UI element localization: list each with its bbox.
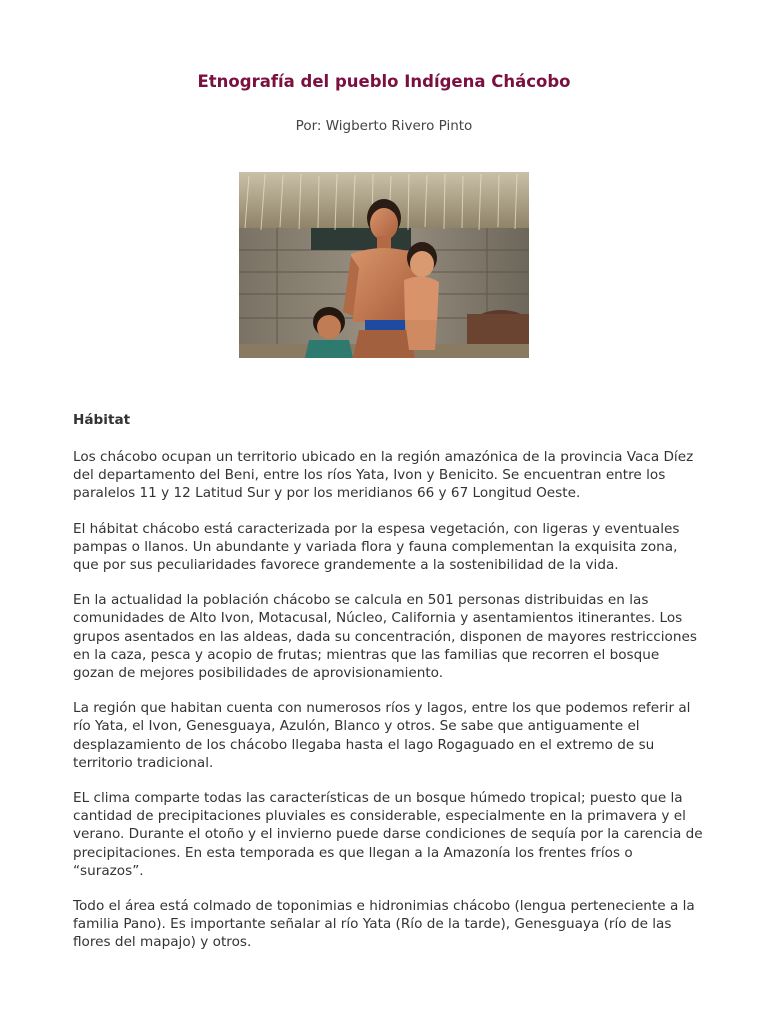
paragraph: EL clima comparte todas las características de un bosque húmedo tropical; puesto que la cantidad de precipitaciones pluviales es considerable, especialmente en la primavera y el verano. Durante el otoño y el invierno puede darse condiciones de sequía por la carencia de precipitaciones. En esta temporada es que llegan a la Amazonía los frentes fríos o “surazos”. <box>73 790 703 879</box>
paragraph: La región que habitan cuenta con numerosos ríos y lagos, entre los que podemos referir al río Yata, el Ivon, Genesguaya, Azulón, Blanco y otros. Se sabe que antiguamente el desplazamiento de los chácobo llegaba hasta el lago Rogaguado en el extremo de su territorio tradicional. <box>73 700 691 771</box>
paragraph: Todo el área está colmado de toponimias e hidronimias chácobo (lengua perteneciente a la familia Pano). Es importante señalar al río Yata (Río de la tarde), Genesguaya (río de las flores del mapajo) y otros. <box>73 898 695 951</box>
paragraph: En la actualidad la población chácobo se calcula en 501 personas distribuidas en las comunidades de Alto Ivon, Motacusal, Núcleo, California y asentamientos itinerantes. Los grupos asentados en las aldeas, dada su concentración, disponen de mayores restricciones en la caza, pesca y acopio de frutas; mientras que las familias que recorren el bosque gozan de mejores posibilidades de aprovisionamiento. <box>73 592 697 682</box>
document-title: Etnografía del pueblo Indígena Chácobo <box>197 72 571 91</box>
photo-illustration <box>239 172 529 358</box>
document-body <box>73 410 703 969</box>
paragraph: El hábitat chácobo está caracterizada por la espesa vegetación, con ligeras y eventuales pampas o llanos. Un abundante y variada flora y fauna complementan la exquisita zona, que por sus peculiaridades favorece grandemente a la sostenibilidad de la vida. <box>73 520 680 574</box>
paragraph: Los chácobo ocupan un territorio ubicado en la región amazónica de la provincia Vaca Díez del departamento del Beni, entre los ríos Yata, Ivon y Benicito. Se encuentran entre los paralelos 11 y 12 Latitud Sur y por los meridianos 66 y 67 Longitud Oeste. <box>73 449 694 502</box>
photo-chacobo-family <box>239 172 529 358</box>
author-line: Por: Wigberto Rivero Pinto <box>295 118 473 134</box>
section-heading: Hábitat <box>73 412 131 428</box>
